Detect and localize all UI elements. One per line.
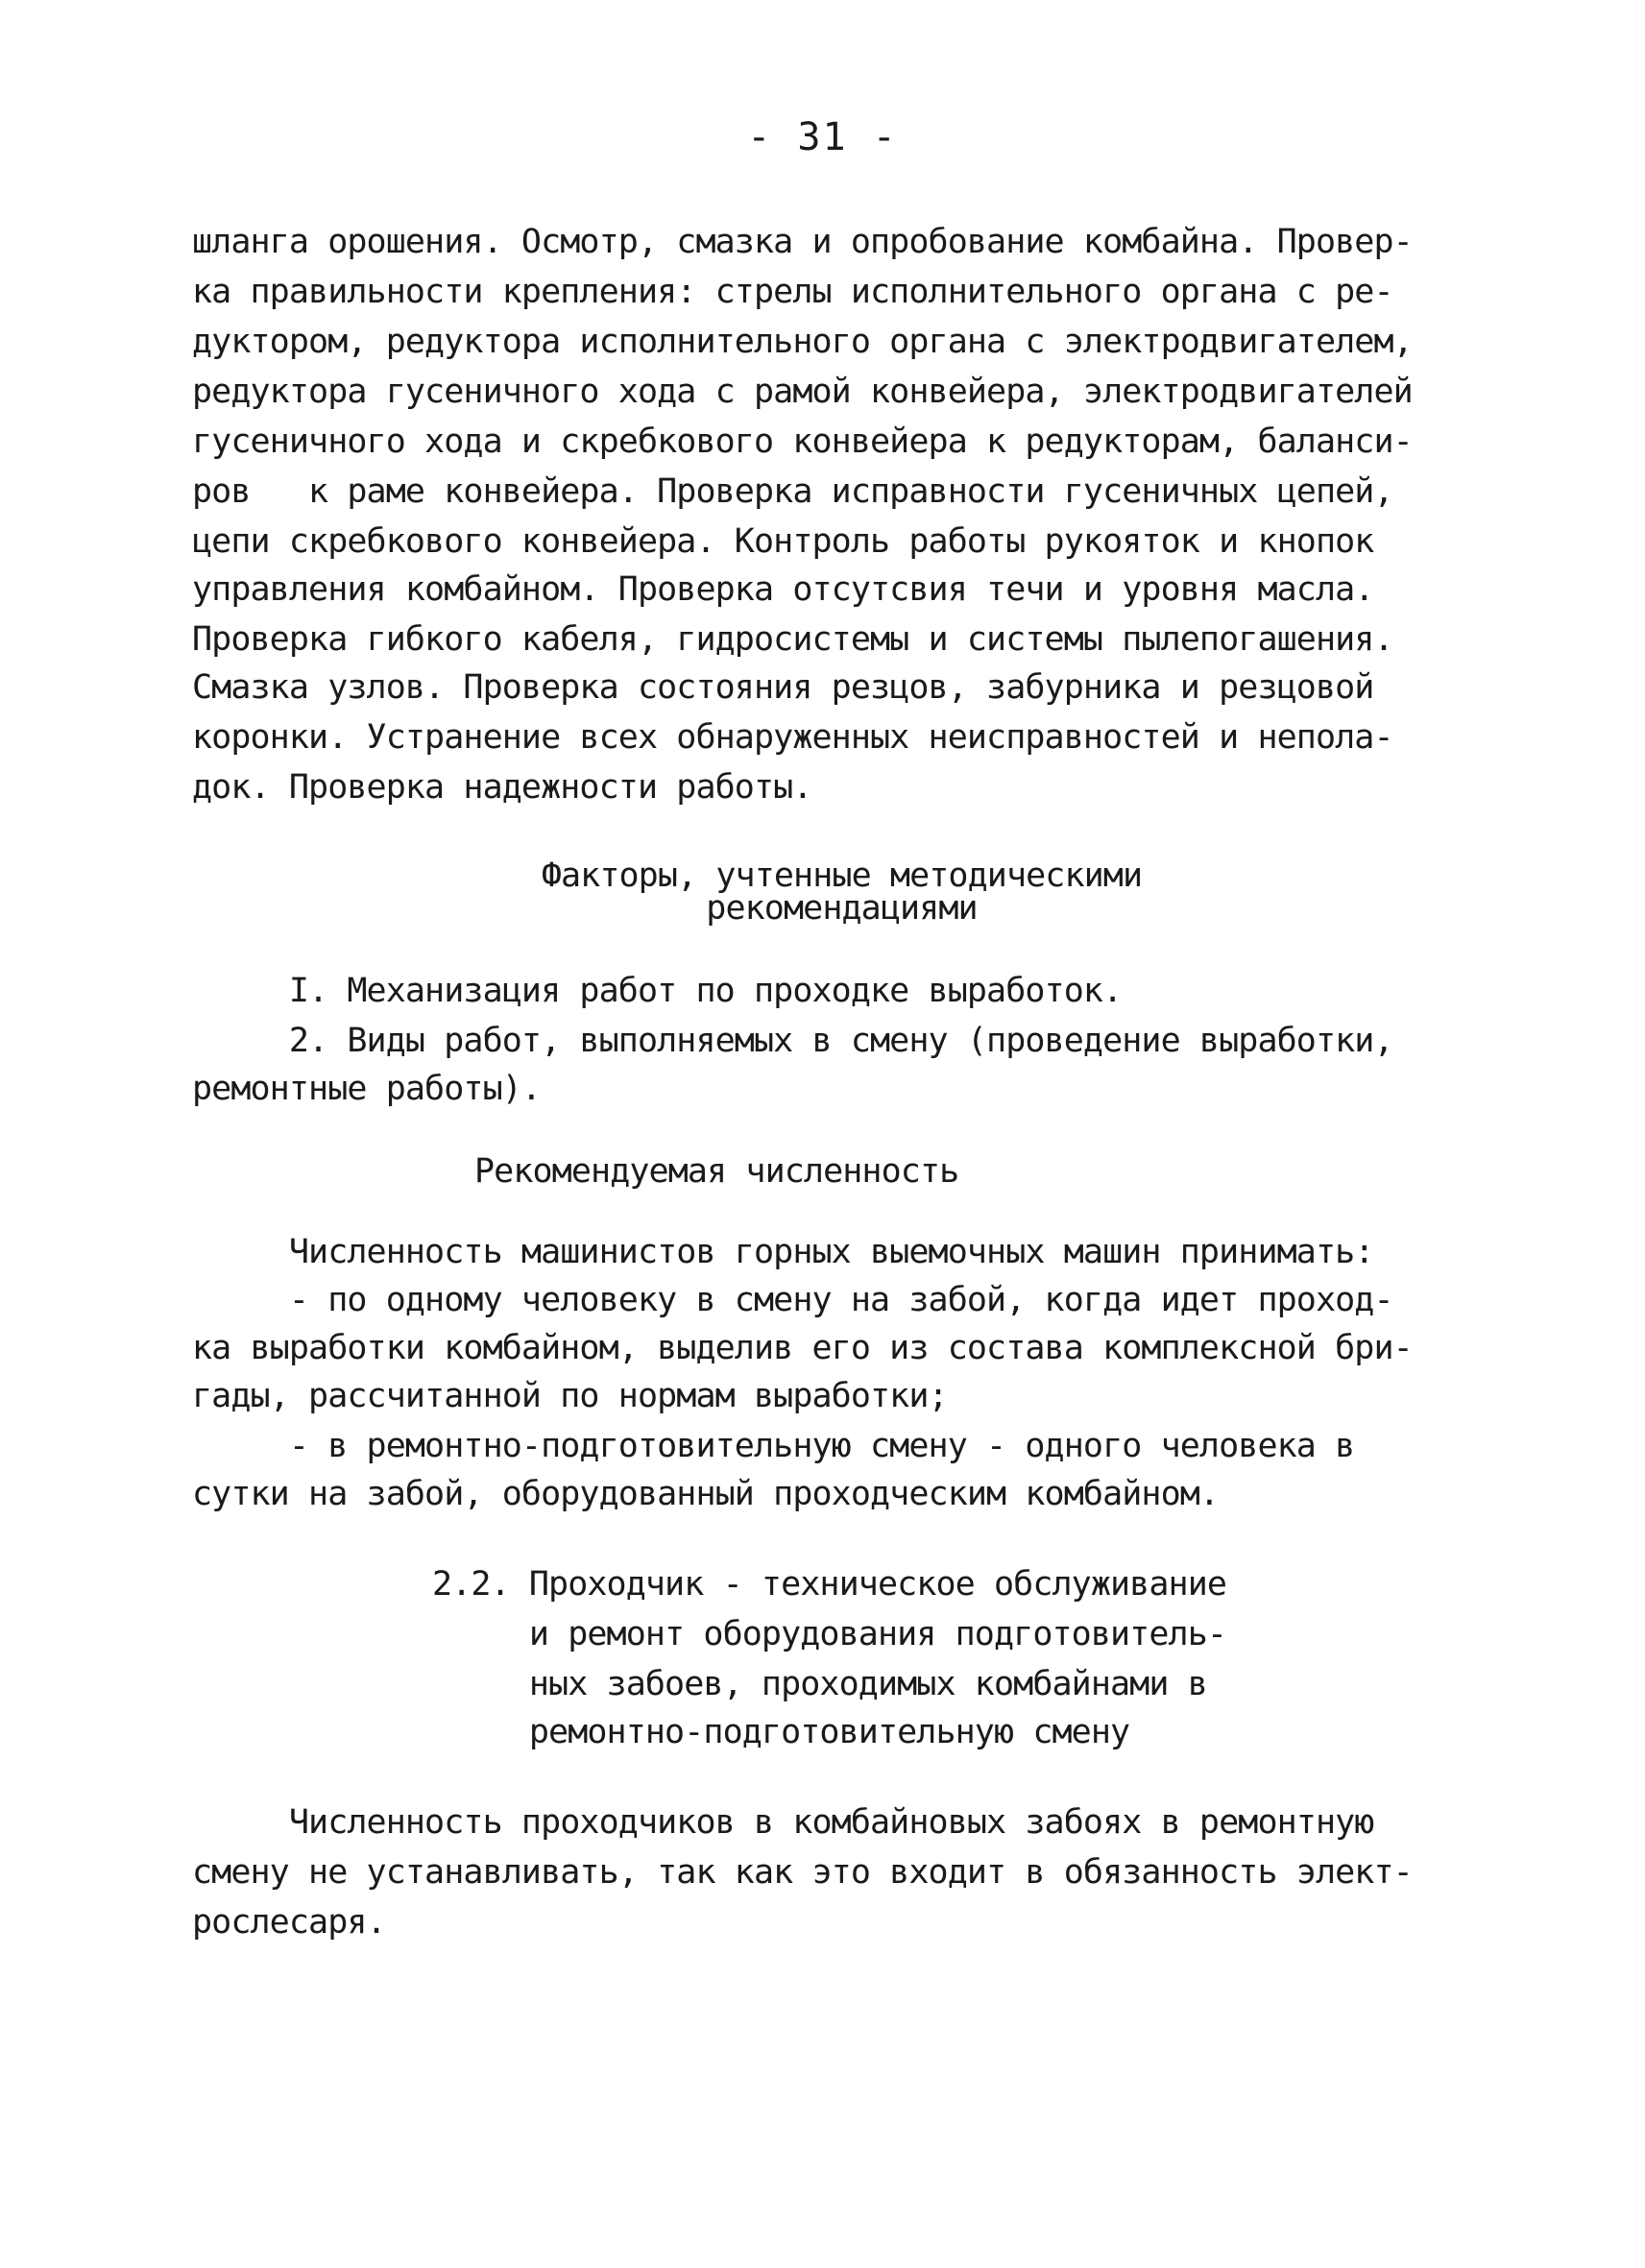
paragraph-line: ка выработки комбайном, выделив его из состава комплексной бри-: [192, 1329, 1413, 1367]
subsection-heading: ных забоев, проходимых комбайнами в: [432, 1665, 1207, 1703]
paragraph-line: управления комбайном. Проверка отсутсвия течи и уровня масла.: [192, 570, 1374, 609]
paragraph-line: док. Проверка надежности работы.: [192, 768, 812, 807]
paragraph-line: - в ремонтно-подготовительную смену - одного человека в: [192, 1427, 1355, 1465]
paragraph-line: - по одному человеку в смену на забой, когда идет проход-: [192, 1281, 1393, 1319]
paragraph-line: шланга орошения. Осмотр, смазка и опробование комбайна. Провер-: [192, 223, 1413, 261]
paragraph-line: смену не устанавливать, так как это входит в обязанность элект-: [192, 1853, 1413, 1892]
paragraph-line: сутки на забой, оборудованный проходческим комбайном.: [192, 1475, 1220, 1513]
paragraph-line: Проверка гибкого кабеля, гидросистемы и системы пылепогашения.: [192, 620, 1393, 659]
paragraph-line: ров к раме конвейера. Проверка исправности гусеничных цепей,: [192, 472, 1393, 511]
paragraph-line: Численность проходчиков в комбайновых забоях в ремонтную: [192, 1803, 1374, 1842]
section-heading: Рекомендуемая численность: [474, 1152, 959, 1191]
subsection-heading: ремонтно-подготовительную смену: [432, 1713, 1130, 1751]
paragraph-line: цепи скребкового конвейера. Контроль работы рукояток и кнопок: [192, 522, 1374, 561]
paragraph-line: Численность машинистов горных выемочных машин принимать:: [192, 1233, 1374, 1271]
paragraph-line: дуктором, редуктора исполнительного органа с электродвигателем,: [192, 323, 1413, 361]
subsection-heading: и ремонт оборудования подготовитель-: [432, 1615, 1227, 1653]
page-number: - 31 -: [747, 115, 898, 159]
paragraph-line: рослесаря.: [192, 1903, 386, 1942]
list-item: ремонтные работы).: [192, 1070, 542, 1108]
paragraph-line: ка правильности крепления: стрелы исполнительного органа с ре-: [192, 273, 1393, 311]
paragraph-line: коронки. Устранение всех обнаруженных неисправностей и непола-: [192, 718, 1393, 757]
paragraph-line: гады, рассчитанной по нормам выработки;: [192, 1377, 948, 1415]
paragraph-line: редуктора гусеничного хода с рамой конвейера, электродвигателей: [192, 373, 1413, 411]
section-heading: Факторы, учтенные методическими: [541, 857, 1143, 895]
list-item: 2. Виды работ, выполняемых в смену (проведение выработки,: [192, 1022, 1393, 1060]
section-heading: рекомендациями: [706, 889, 978, 928]
list-item: I. Механизация работ по проходке выработок.: [192, 972, 1123, 1010]
subsection-heading: 2.2. Проходчик - техническое обслуживание: [432, 1565, 1227, 1604]
paragraph-line: гусеничного хода и скребкового конвейера к редукторам, баланси-: [192, 422, 1413, 461]
paragraph-line: Смазка узлов. Проверка состояния резцов, забурника и резцовой: [192, 668, 1374, 707]
